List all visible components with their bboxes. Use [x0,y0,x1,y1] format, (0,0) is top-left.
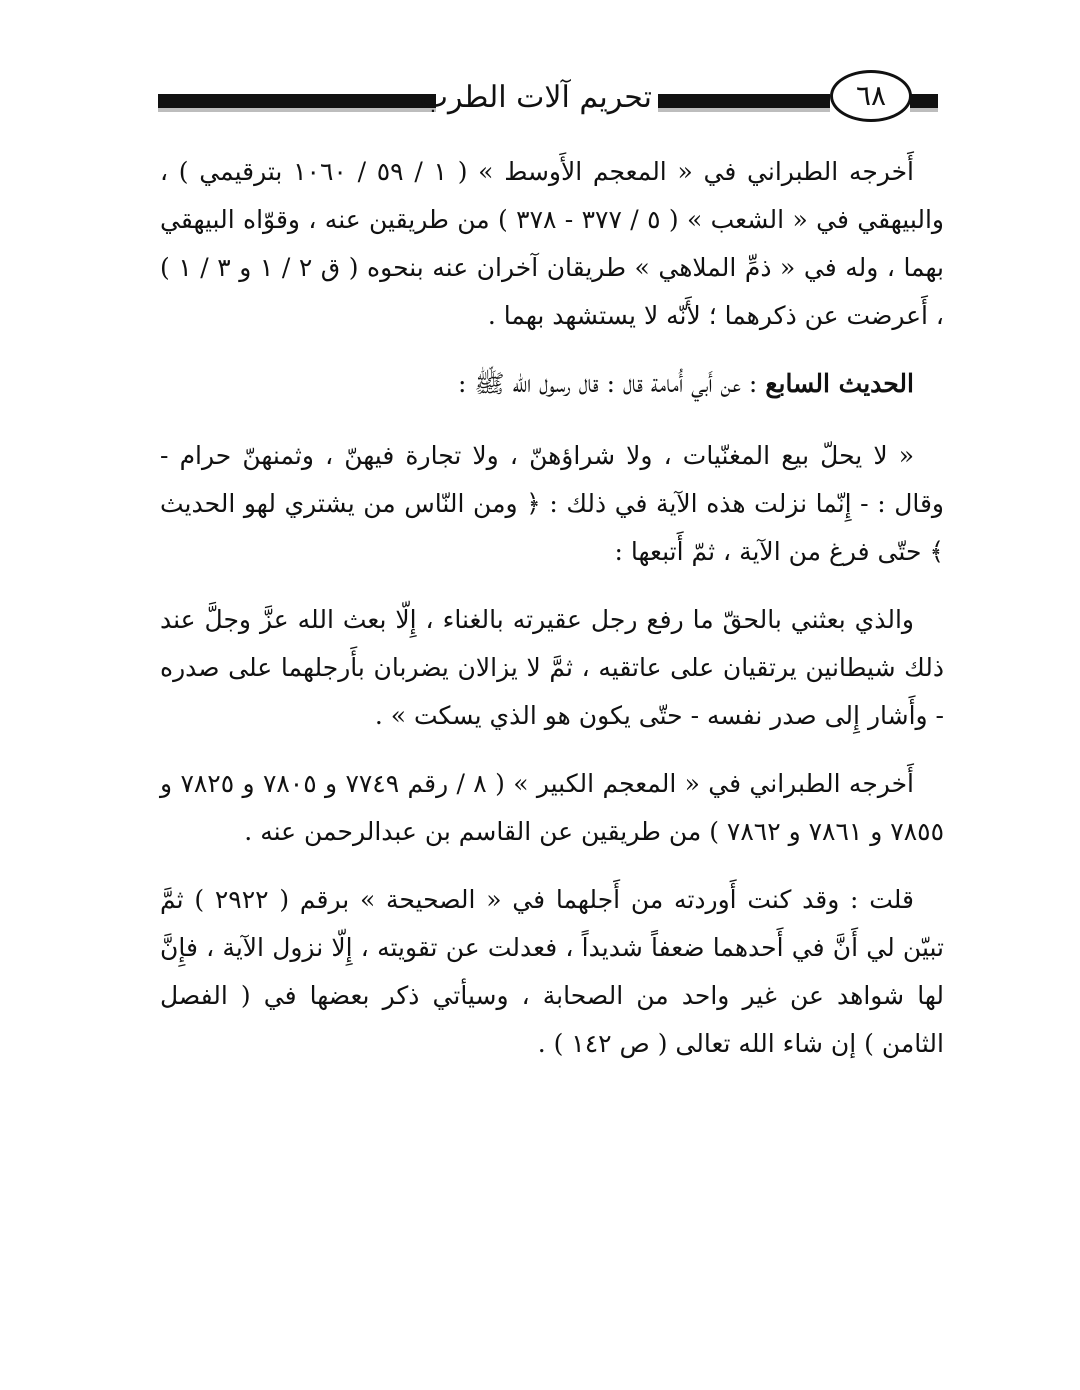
page-number [830,70,912,122]
page-body [160,148,944,1088]
header-rule-middle [658,94,830,112]
paragraph-hadith-continuation: والذي بعثني بالحقّ ما رفع رجل عقيرته بالغناء ، إِلّا بعث الله عزَّ وجلَّ عند ذلك شيطانين يرتقيان على عاتقيه ، ثمَّ لا يزالان يضربان بأَرجلهما على صدره - وأَشار إِلى صدر نفسه - حتّى يكون هو الذي يسكت » . [160,605,944,730]
header-rule-right [910,94,938,112]
hadith-intro: : عن أَبي أُمامة قال : قال رسول الله ﷺ : [458,369,766,398]
page-header [158,64,938,134]
hadith-heading: الحديث السابع [765,369,914,398]
page-number-text: ٦٨ [855,79,887,112]
paragraph-author-note: قلت : وقد كنت أَوردته من أَجلهما في « الصحيحة » برقم ( ٢٩٢٢ ) ثمَّ تبيّن لي أَنَّ في أَحدهما ضعفاً شديداً ، فعدلت عن تقويته ، إِلّا نزول الآية ، فإِنَّ لها شواهد عن غير واحد من الصحابة ، وسيأتي ذكر بعضها في ( الفصل الثامن ) إن شاء الله تعالى ( ص ١٤٢ ) . [160,885,944,1058]
paragraph-takhrij-1: أَخرجه الطبراني في « المعجم الأَوسط » ( ١ / ٥٩ / ١٠٦٠ بترقيمي ) ، والبيهقي في « الشعب » ( ٥ / ٣٧٧ - ٣٧٨ ) من طريقين عنه ، وقوّاه البيهقي بهما ، وله في « ذمِّ الملاهي » طريقان آخران عنه بنحوه ( ق ٢ / ١ و ٣ / ١ ) ، أَعرضت عن ذكرهما ؛ لأَنّه لا يستشهد بهما . [160,157,944,330]
hadith-heading-line [160,360,944,408]
header-rule-left [158,94,436,112]
paragraph-takhrij-2: أَخرجه الطبراني في « المعجم الكبير » ( ٨ / رقم ٧٧٤٩ و ٧٨٠٥ و ٧٨٢٥ و ٧٨٥٥ و ٧٨٦١ و ٧٨٦٢ ) من طريقين عن القاسم بن عبدالرحمن عنه . [160,769,944,846]
running-title: تحريم آلات الطرب [419,80,652,115]
paragraph-hadith-text: « لا يحلّ بيع المغنّيات ، ولا شراؤهنّ ، ولا تجارة فيهنّ ، وثمنهنّ حرام - وقال : - إِنّما نزلت هذه الآية في ذلك : ﴿ ومن النّاس من يشتري لهو الحديث ﴾ حتّى فرغ من الآية ، ثمّ أَتبعها : [160,441,944,566]
